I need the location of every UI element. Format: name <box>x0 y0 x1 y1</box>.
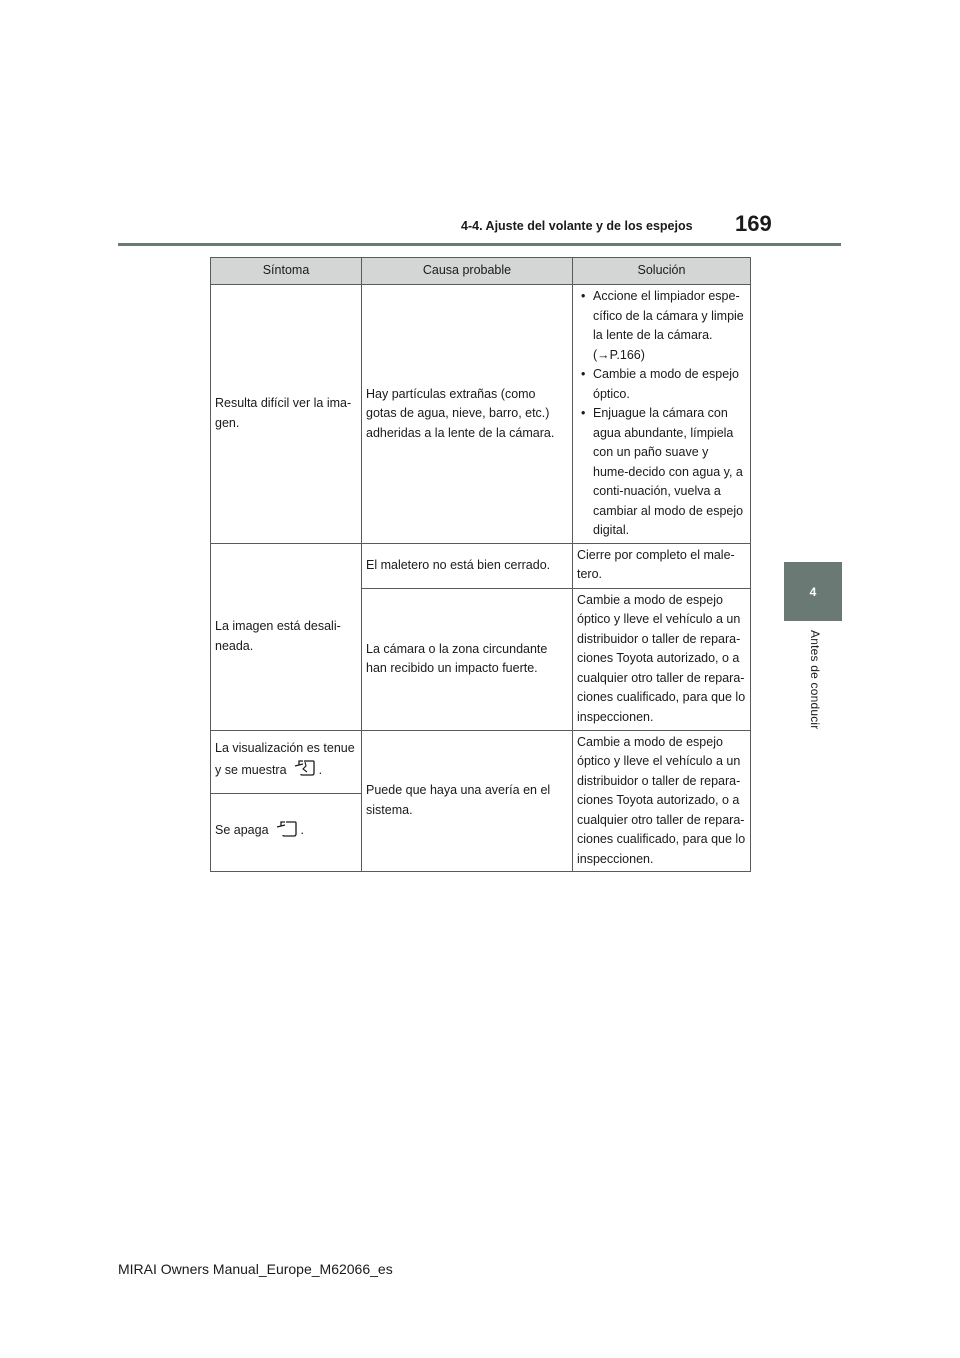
list-item: • Enjuague la cámara con agua abundante, límpiela con un paño suave y hume-decido con agua y, a conti-nuación, vuelva a cambiar al modo de espejo digital. <box>593 404 746 541</box>
page-number: 169 <box>735 211 772 236</box>
row2-cause-a: El maletero no está bien cerrado. <box>362 543 573 588</box>
row1-symptom: Resulta difícil ver la ima-gen. <box>211 285 362 544</box>
list-item: • Cambie a modo de espejo óptico. <box>593 365 746 404</box>
row3-symptom-b <box>211 794 362 872</box>
row3-symptom-b-text: Se apaga <box>215 823 269 838</box>
table-row <box>211 730 751 794</box>
list-item: • Accione el limpiador espe-cífico de la cámara y limpie la lente de la cámara. (→P.166) <box>593 287 746 365</box>
row1-cause: Hay partículas extrañas (como gotas de agua, nieve, barro, etc.) adheridas a la lente de la cámara. <box>362 285 573 544</box>
digital-mirror-off-icon <box>275 820 299 845</box>
row2-solution-a: Cierre por completo el male-tero. <box>573 543 751 588</box>
row3-solution: Cambie a modo de espejo óptico y lleve el vehículo a un distribuidor o taller de repara-ciones Toyota autorizado, o a cualquier otro taller de repara-ciones cualificado, para que lo inspeccionen. <box>573 730 751 872</box>
table-header-row <box>211 258 751 285</box>
table-row <box>211 285 751 544</box>
row2-solution-b: Cambie a modo de espejo óptico y lleve el vehículo a un distribuidor o taller de repara-ciones Toyota autorizado, o a cualquier otro taller de repara-ciones cualificado, para que lo inspeccionen. <box>573 588 751 730</box>
header-rule <box>118 243 841 246</box>
row1-solution <box>573 285 751 544</box>
digital-mirror-malfunction-icon <box>293 758 317 785</box>
chapter-tab <box>784 562 842 621</box>
chapter-title: Antes de conducir <box>808 630 822 730</box>
header-symptom: Síntoma <box>211 258 362 285</box>
row3-symptom-a-text: La visualización es tenue y se muestra <box>215 740 355 778</box>
troubleshooting-table <box>210 257 751 872</box>
section-title: 4-4. Ajuste del volante y de los espejos <box>461 219 693 233</box>
row3-symptom-a <box>211 730 362 794</box>
row3-symptom-b-suffix: . <box>300 823 305 838</box>
row3-cause: Puede que haya una avería en el sistema. <box>362 730 573 872</box>
row2-symptom: La imagen está desali-neada. <box>211 543 362 730</box>
header-cause: Causa probable <box>362 258 573 285</box>
chapter-number: 4 <box>809 584 817 599</box>
row3-symptom-a-suffix: . <box>318 763 323 778</box>
solution-list <box>577 287 746 541</box>
table-row <box>211 543 751 588</box>
footer-manual-title: MIRAI Owners Manual_Europe_M62066_es <box>118 1261 393 1277</box>
header-solution: Solución <box>573 258 751 285</box>
row2-cause-b: La cámara o la zona circundante han recibido un impacto fuerte. <box>362 588 573 730</box>
